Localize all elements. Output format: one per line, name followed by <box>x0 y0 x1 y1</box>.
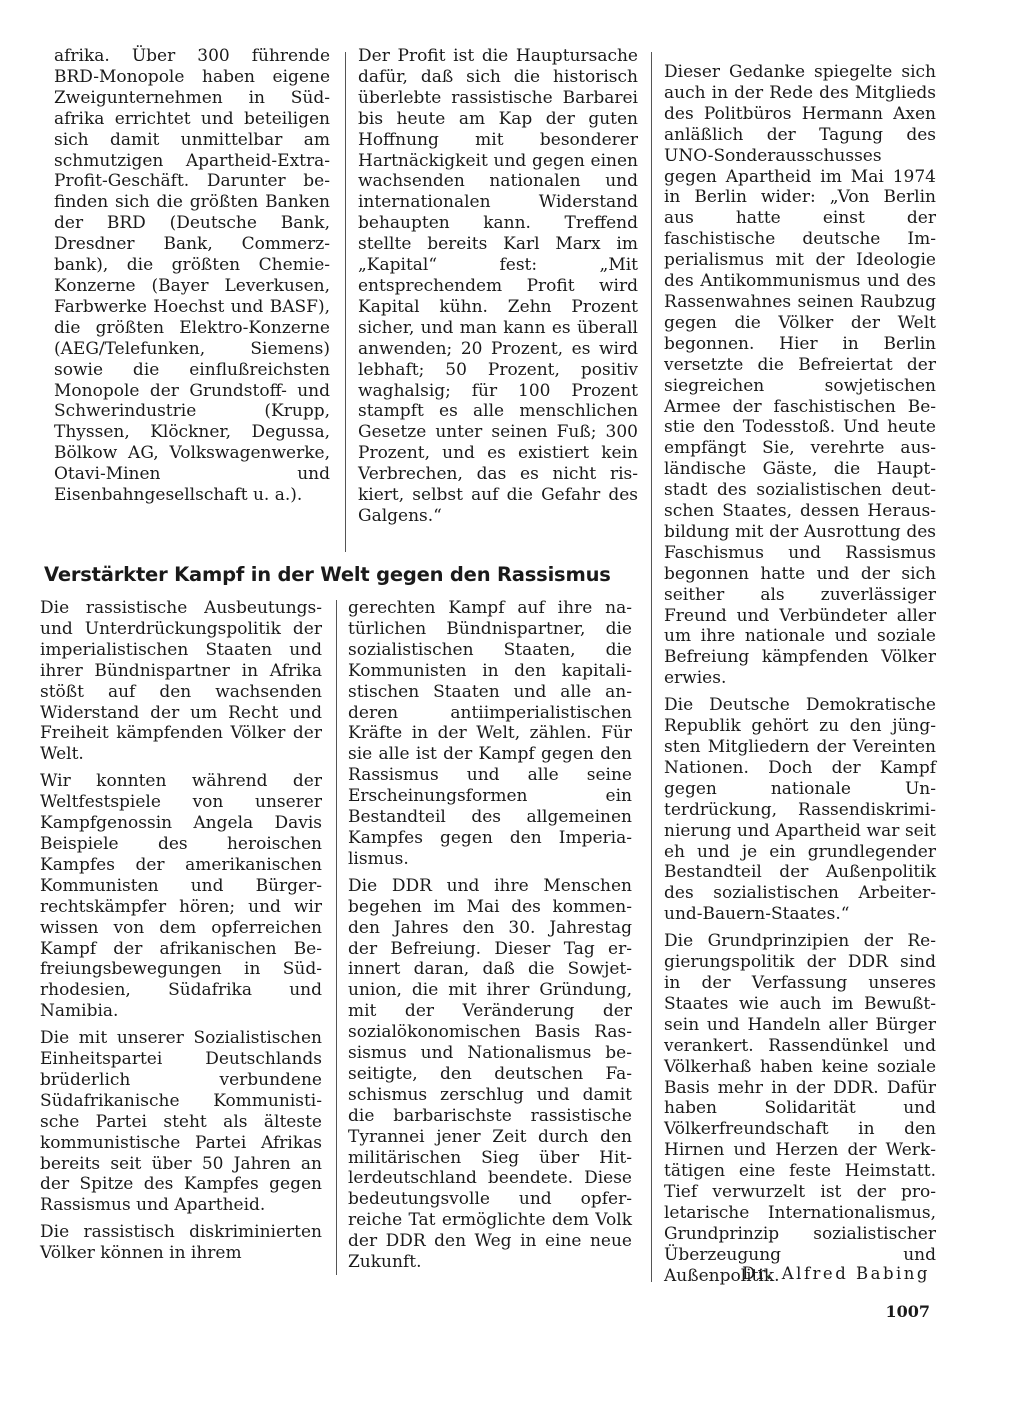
paragraph: Die DDR und ihre Menschen begehen im Mai des kommenden Jahres den 30. Jahrestag der Befreiung. Dieser Tag erinnert daran, daß die Sowjetunion, die mit ihrer Gründung, mit der Veränderung der sozialökonomischen Basis Rassismus und Nationalismus beseitigte, den deutschen Faschismus zerschlug und damit die barbarischste rassistische Tyrannei jener Zeit durch den militärischen Sieg über Hitlerdeutschland beendete. Diese bedeutungsvolle und opferreiche Tat ermöglichte dem Volk der DDR den Weg in eine neue Zukunft. <box>348 875 632 1273</box>
paragraph: gerechten Kampf auf ihre natürlichen Bündnispartner, die sozialistischen Staaten, die Kommunisten in den kapitalistischen Staaten und alle anderen antiimperialistischen Kräfte in der Welt, zählen. Für sie alle ist der Kampf gegen den Rassismus und alle seine Erscheinungsformen ein Bestandteil des allgemeinen Kampfes gegen den Imperialismus. <box>348 598 632 869</box>
author-signature: Dr. Alfred Babing <box>741 1264 930 1283</box>
column-rule-top <box>345 52 346 552</box>
page-number: 1007 <box>885 1302 930 1321</box>
article-column-bottom-middle <box>348 598 632 1273</box>
paragraph: Die rassistische Ausbeutungs- und Unterdrückungspolitik der imperialistischen Staaten und ihrer Bündnispartner in Afrika stößt auf den wachsenden Widerstand der um Recht und Freiheit kämpfenden Völker der Welt. <box>40 598 322 765</box>
paragraph: Die Grundprinzipien der Regierungspolitik der DDR sind in der Verfassung unseres Staates wie auch im Bewußtsein und Handeln aller Bürger verankert. Rassendünkel und Völkerhaß haben keine soziale Basis mehr in der DDR. Dafür haben Solidarität und Völkerfreundschaft in den Hirnen und Herzen der Werktätigen eine feste Heimstatt. Tief verwurzelt ist der proletarische Internationalismus, Grundprinzip sozialistischer Überzeugung und Außenpolitik. <box>664 931 936 1286</box>
article-column-top-middle <box>358 46 638 527</box>
article-column-top-left <box>54 46 330 506</box>
paragraph: Die rassistisch diskriminierten Völker können in ihrem <box>40 1222 322 1264</box>
paragraph: Dieser Gedanke spiegelte sich auch in der Rede des Mitglieds des Politbüros Hermann Axen anläßlich der Tagung des UNO-Sonderausschusses gegen Apartheid im Mai 1974 in Berlin wider: „Von Berlin aus hatte einst der faschistische deutsche Imperialismus mit der Ideologie des Antikommunismus und des Rassenwahnes seinen Raubzug gegen die Völker der Welt begonnen. Hier in Berlin versetzte die Befreiertat der siegreichen sowjetischen Armee der faschistischen Bestie den Todesstoß. Und heute empfängt Sie, verehrte ausländische Gäste, die Hauptstadt des sozialistischen deutschen Staates, dessen Herausbildung mit der Ausrottung des Faschismus und Rassismus begonnen hatte und der sich seither als zuverlässiger Freund und Verbündeter aller um ihre nationale und soziale Befreiung kämpfenden Völker erwies. <box>664 62 936 689</box>
paragraph: Die mit unserer Sozialistischen Einheitspartei Deutschlands brüderlich verbundene Südafrikanische Kommunistische Partei steht als älteste kommunistische Partei Afrikas bereits seit über 50 Jahren an der Spitze des Kampfes gegen Rassismus und Apartheid. <box>40 1028 322 1216</box>
paragraph: afrika. Über 300 führende BRD-Monopole haben eigene Zweigunternehmen in Südafrika errichtet und beteiligen sich damit unmittelbar am schmutzigen Apartheid-Extra-Profit-Geschäft. Darunter befinden sich die größten Banken der BRD (Deutsche Bank, Dresdner Bank, Commerzbank), die größten Chemie-Konzerne (Bayer Leverkusen, Farbwerke Hoechst und BASF), die größten Elektro-Konzerne (AEG/Telefunken, Siemens) sowie die einflußreichsten Monopole der Grundstoff- und Schwerindustrie (Krupp, Thyssen, Klöckner, Degussa, Bölkow AG, Volkswagenwerke, Otavi-Minen und Eisenbahngesellschaft u. a.). <box>54 46 330 506</box>
section-headline: Verstärkter Kampf in der Welt gegen den Rassismus <box>44 563 611 586</box>
paragraph: Wir konnten während der Weltfestspiele von unserer Kampfgenossin Angela Davis Beispiele des heroischen Kampfes der amerikanischen Kommunisten und Bürgerrechtskämpfer hören; und wir wissen von dem opferreichen Kampf der afrikanischen Befreiungsbewegungen in Südrhodesien, Südafrika und Namibia. <box>40 771 322 1022</box>
article-column-bottom-left <box>40 598 322 1264</box>
article-column-right <box>664 62 936 1287</box>
column-rule-bottom <box>336 600 337 1275</box>
column-rule-right <box>651 52 652 1282</box>
quotation-paragraph: Der Profit ist die Hauptursache dafür, daß sich die historisch überlebte rassistische Barbarei bis heute am Kap der guten Hoffnung mit besonderer Hartnäckigkeit und gegen einen wachsenden nationalen und internationalen Widerstand behaupten kann. Treffend stellte bereits Karl Marx im „Kapital“ fest: „Mit entsprechendem Profit wird Kapital kühn. Zehn Prozent sicher, und man kann es überall anwenden; 20 Prozent, es wird lebhaft; 50 Prozent, positiv waghalsig; für 100 Prozent stampft es alle menschlichen Gesetze unter seinen Fuß; 300 Prozent, und es existiert kein Verbrechen, das es nicht riskiert, selbst auf die Gefahr des Galgens.“ <box>358 46 638 526</box>
paragraph: Die Deutsche Demokratische Republik gehört zu den jüngsten Mitgliedern der Vereinten Nationen. Doch der Kampf gegen nationale Unterdrückung, Rassendiskriminierung und Apartheid war seit eh und je ein grundlegender Bestandteil der Außenpolitik des sozialistischen Arbeiter-und-Bauern-Staates.“ <box>664 695 936 925</box>
